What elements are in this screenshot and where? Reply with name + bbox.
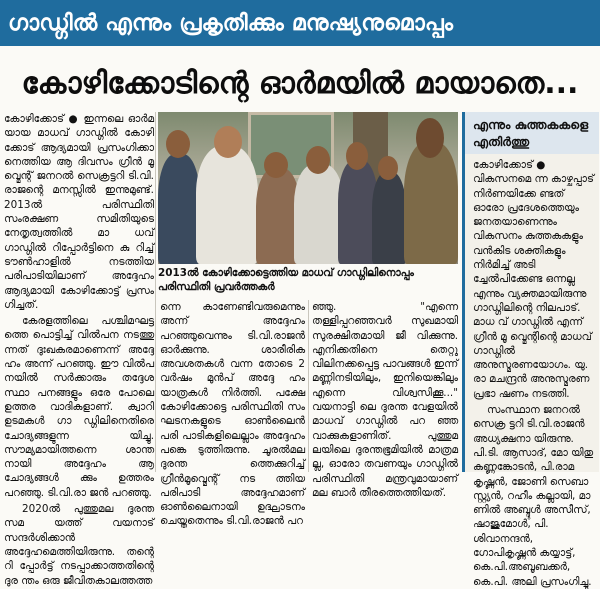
- column-divider: [308, 300, 309, 472]
- photo-person: [196, 146, 258, 264]
- sidebar-story: [462, 112, 599, 588]
- photo-person-head: [264, 152, 288, 178]
- photo-person-head: [416, 118, 444, 158]
- article-paragraph: കേരളത്തിലെ പശ്ചിമഘട്ട ത്തെ പൊട്ടിച്ച് വിൽപന നടത്തു ന്നത് ദുഃഖകരമാണെന്ന് അദ്ദേ ഹം അന്ന് പറഞ്ഞു. ഈ വിൽപ നയിൽ സർക്കാരും തദ്ദേശ സ്ഥാ പനങ്ങളും ഒരേ പോലെ ഉത്തര വാദികളാണ്. ക്വാറി ഉടമകൾ ഗാ ഡ്ഗിലിനെതിരെ ചോദ്യങ്ങളുന്ന യിച്ചു. സൗമ്യമായിത്തന്നെ ശാന്ത നായി അദ്ദേഹം ആ ചോദ്യങ്ങൾ ക്കും ഉത്തരം പറഞ്ഞു. ടി.വി.രാ ജൻ പറഞ്ഞു.: [4, 315, 154, 499]
- article-column-3: [312, 300, 458, 499]
- sidebar-paragraph: സംസ്ഥാന ജനറൽ സെക്ര ട്ടറി ടി.വി.രാജൻ അധ്യക്ഷനാ യിരുന്നു. പി.ടി. ആസാദ്, മോ യിതു കണ്ണങ്കോടൻ, പി.രാമ കൃഷ്ണൻ, ജോണി സെബാ സ്റ്റ്യൻ, റഹീം കല്ലായി, മാ ണിൽ അബ്ദുൾ അസീസ്, ഷാജുമോൾ, പി. ശിവാനന്ദൻ, ഗോപികൃഷ്ണൻ കയ്യാട്ട്, കെ.പി.അബൂബക്കർ, കെ.പി. അലി പ്രസംഗിച്ചു.: [473, 404, 594, 588]
- photo-person-head: [378, 156, 398, 180]
- kicker-text: ഗാഡ്ഗിൽ എന്നും പ്രകൃതിക്കും മനുഷ്യനുമൊപ്പം: [8, 10, 454, 36]
- photo-person-head: [214, 126, 242, 158]
- article-paragraph: കോഴിക്കോട് ● ഇന്നലെ ഓർമ യായ മാധവ് ഗാഡ്ഗിൽ കോഴി ക്കോട് ആദ്യമായി പ്രസംഗിക്കാ നെത്തിയ ആ ദിവസം ഗ്രീൻ മൂ വ്മെന്റ് ജനറൽ സെക്രട്ടറി ടി.വി. രാജന്റെ മനസ്സിൽ ഇന്നുമുണ്ട്. 2013ൽ പരിസ്ഥിതി സംരക്ഷണ സമിതിയുടെ നേതൃത്വത്തിൽ മാ ധവ് ഗാഡ്ഗിൽ റിപ്പോർട്ടിനെ കു റിച്ച് ടൗൺഹാളിൽ നടത്തിയ പരിപാടിയിലാണ് അദ്ദേഹം ആദ്യമായി കോഴിക്കോട്ട് പ്രസം ഗിച്ചത്.: [4, 113, 154, 311]
- article-paragraph: ഞ്ഞു. "എന്നെ തള്ളിപ്പറഞ്ഞവർ സുഖമായി സുരക്ഷിതമായി ജീ വിക്കുന്നു. എനിക്കതിനെ തെറ്റു വിലിനക്കപ്പെട്ട പാവങ്ങൾ ഇന്ന് മണ്ണിനടിയിലും, ഇനിയെങ്കിലും എന്നെ വിശ്വസിക്കൂ..." വയനാട്ടി ലെ ദുരന്ത വേളയിൽ മാധവ് ഗാഡ്ഗിൽ പറ ഞ്ഞ വാക്കുകളാണിത്. പുത്തുമ ലയിലെ ദുരന്തഭൂമിയിൽ മാത്രമ ല്ല, ഓരോ തവണയും ഗാഡ്ഗിൽ പരിസ്ഥിതി മന്ത്രവുമായാണ് മല ബാർ തീരത്തെത്തിയത്.: [312, 301, 458, 499]
- photo-person: [372, 172, 406, 264]
- photo-caption: 2013ൽ കോഴിക്കോട്ടെത്തിയ മാധവ് ഗാഡ്ഗിലിനൊപ്പം പരിസ്ഥിതി പ്രവർത്തകർ: [158, 267, 414, 293]
- article-paragraph: ന്നെ കാണേണ്ടിവരുമെന്നും അന്ന് അദ്ദേഹം പറഞ്ഞുവെന്നും ടി.വി.രാജൻ ഓർക്കുന്നു. ശാരീരിക അവശതകൾ വന്ന തോടെ 2 വർഷം മുൻപ് അദ്ദേ ഹം യാത്രകൾ നിർത്തി. പക്ഷേ കോഴിക്കോട്ടെ പരിസ്ഥിതി സം ഘടനകളുടെ ഓൺലൈൻ പരി പാടികളിലെല്ലാം അദ്ദേഹം പങ്കെ ടുത്തിരുന്നു. ചൂരൽമല ദുരന്ത ത്തെക്കുറിച്ച് ഗ്രീൻമൂവ്മെന്റ് നട ത്തിയ പരിപാടി അദ്ദേഹമാണ് ഓൺലൈനായി ഉദ്ഘാടനം ചെയ്തതെന്നും ടി.വി.രാജൻ പറ: [160, 301, 305, 528]
- photo-person-head: [346, 142, 368, 170]
- article-column-1: [4, 112, 154, 587]
- sidebar-body: [465, 154, 599, 588]
- group-photo: [158, 112, 458, 264]
- article-column-2: [160, 300, 305, 528]
- sidebar-paragraph: കോഴിക്കോട് ● വികസനമെ ന്ന കാഴ്ചപ്പാട് നിർണയിക്കേ ണ്ടത് ഓരോ പ്രദേശത്തെയും ജനതയാണെന്നും വികസനം കുത്തകകളും വൻകിട ശക്തികളും നിർമിച്ച് അടി ച്ചേൽപിക്കേണ്ട ഒന്നല്ല എന്നും വ്യക്തമായിരുന്നു ഗാഡ്ഗിലിന്റെ നിലപാട്. മാധ വ് ഗാഡ്ഗിൽ എന്ന് ഗ്രീൻ മൂ വ്മെന്റിന്റെ മാധവ് ഗാഡ്ഗിൽ അനുസ്മരണയോഗം. യു. രാ മചന്ദ്രൻ അനുസ്മരണ പ്രഭാ ഷണം നടത്തി.: [473, 159, 594, 400]
- photo-person: [158, 154, 200, 264]
- photo-person-head: [166, 130, 190, 158]
- headline-text: കോഴിക്കോടിന്റെ ഓർമയിൽ മായാതെ...: [21, 65, 579, 101]
- main-headline: [0, 58, 600, 108]
- article-paragraph: 2020ൽ പുത്തുമല ദുരന്ത സമ യത്ത് വയനാട് സന്ദർശിക്കാൻ അദ്ദേഹമെത്തിയിരുന്നു. തന്റെ റി പ്പോർട്ട് നടപ്പാക്കാത്തതിന്റെ ദുര ന്തം ഒരു ജീവിതകാലത്തത്ത: [4, 503, 154, 587]
- column-divider: [155, 112, 156, 472]
- photo-person: [404, 142, 458, 264]
- photo-person: [294, 164, 344, 264]
- photo-person-head: [306, 146, 330, 174]
- kicker-banner: [0, 0, 600, 46]
- sidebar-heading: എന്നും കുത്തകകളെ എതിർത്തു: [465, 112, 599, 154]
